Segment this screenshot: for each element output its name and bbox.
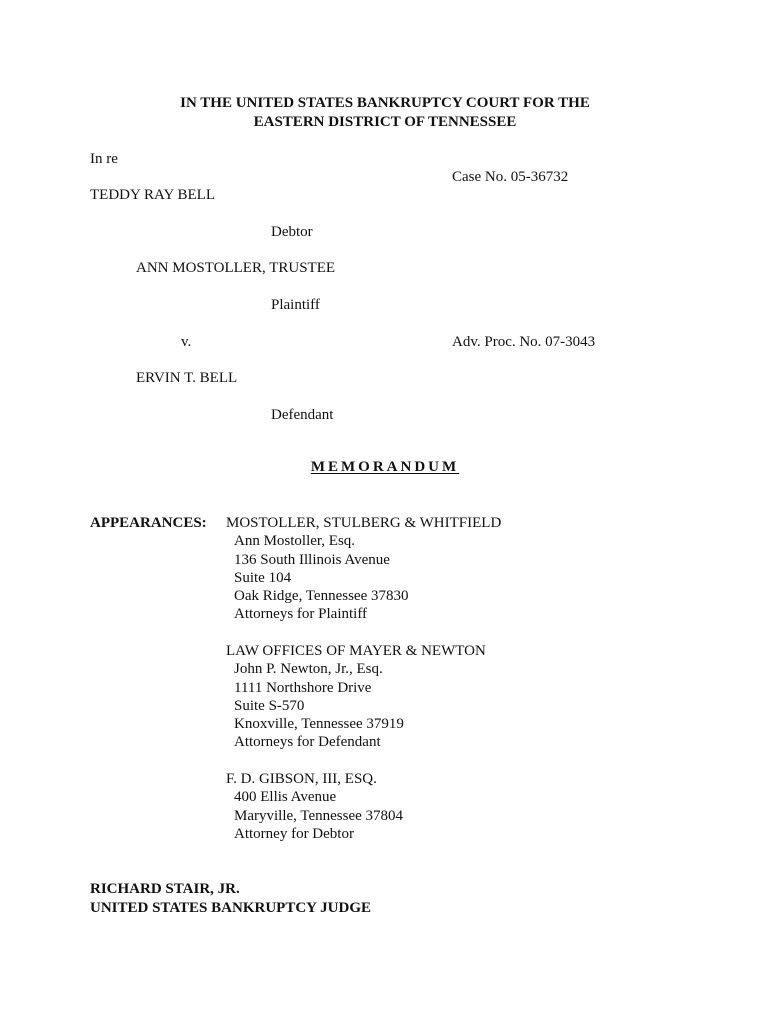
court-heading-line-1: IN THE UNITED STATES BANKRUPTCY COURT FOR THE [180,95,590,111]
counsel-line: Knoxville, Tennessee 37919 [234,716,404,733]
counsel-line: Attorneys for Defendant [234,734,381,751]
debtor-role: Debtor [271,224,313,240]
counsel-block-debtor [226,770,403,843]
counsel-line: Suite 104 [234,569,292,586]
defendant-role: Defendant [271,407,334,423]
counsel-line: 136 South Illinois Avenue [234,551,390,568]
plaintiff-name: ANN MOSTOLLER, TRUSTEE [136,260,336,276]
appearances-label: APPEARANCES: [90,515,207,531]
defendant-name: ERVIN T. BELL [136,370,238,386]
judge-name: RICHARD STAIR, JR. [90,881,240,897]
document-title: MEMORANDUM [310,459,460,475]
counsel-line: 400 Ellis Avenue [234,789,337,806]
counsel-firm: F. D. GIBSON, III, ESQ. [226,771,377,787]
counsel-line: Attorney for Debtor [234,825,354,842]
counsel-line: Suite S-570 [234,697,305,714]
counsel-line: John P. Newton, Jr., Esq. [234,661,383,678]
versus-label: v. [181,334,192,350]
counsel-line: Attorneys for Plaintiff [234,606,368,623]
adversary-proceeding-number: Adv. Proc. No. 07-3043 [452,334,596,350]
counsel-line: Maryville, Tennessee 37804 [234,807,404,824]
counsel-block-defendant [226,642,486,752]
counsel-line: 1111 Northshore Drive [234,679,372,696]
debtor-name: TEDDY RAY BELL [90,187,215,203]
counsel-line: Ann Mostoller, Esq. [234,533,356,550]
counsel-line: Oak Ridge, Tennessee 37830 [234,588,409,605]
plaintiff-role: Plaintiff [271,297,320,313]
counsel-firm: MOSTOLLER, STULBERG & WHITFIELD [226,515,502,531]
case-number: Case No. 05-36732 [452,169,569,185]
in-re-label: In re [90,151,118,167]
counsel-firm: LAW OFFICES OF MAYER & NEWTON [226,643,486,659]
court-heading-line-2: EASTERN DISTRICT OF TENNESSEE [253,114,517,130]
judge-title: UNITED STATES BANKRUPTCY JUDGE [90,900,372,916]
counsel-block-plaintiff [226,514,501,624]
